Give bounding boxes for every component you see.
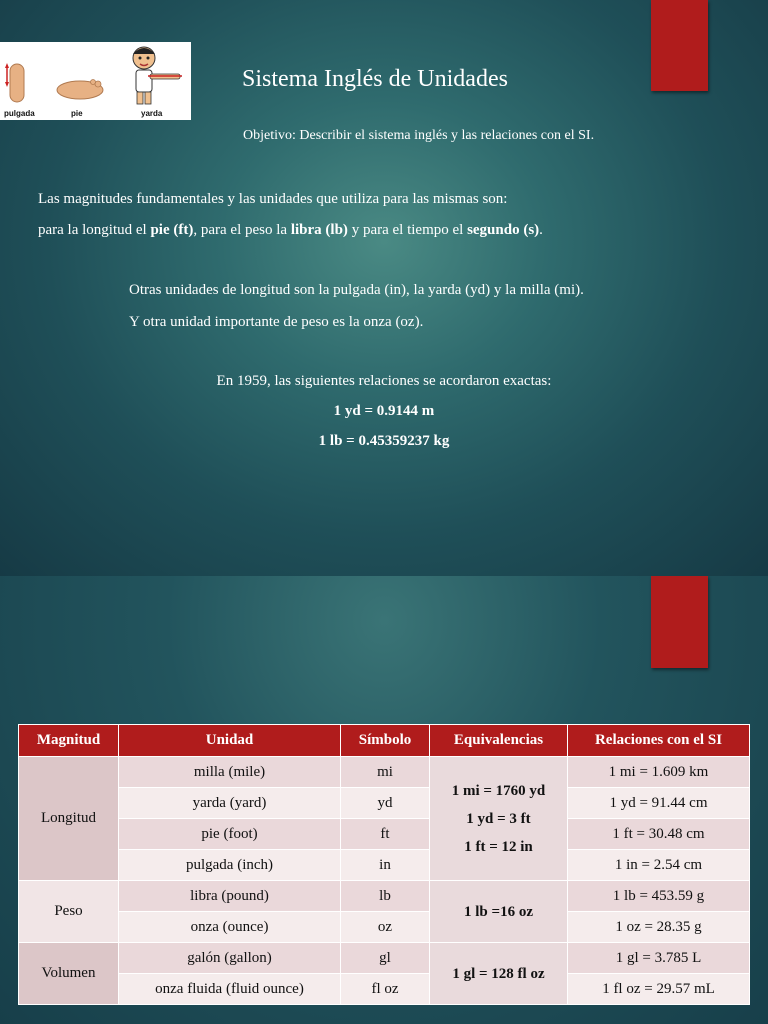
objective-text: Objetivo: Describir el sistema inglés y las relaciones con el SI. bbox=[243, 128, 595, 143]
symbol-cell: gl bbox=[341, 943, 430, 974]
header-equivalences: Equivalencias bbox=[430, 725, 568, 757]
relation-pound: 1 lb = 0.45359237 kg bbox=[318, 433, 450, 449]
foot-icon bbox=[54, 76, 106, 102]
si-cell: 1 yd = 91.44 cm bbox=[568, 788, 750, 819]
unit-pound: libra (lb) bbox=[290, 222, 348, 238]
symbol-cell: oz bbox=[341, 912, 430, 943]
header-magnitude: Magnitud bbox=[19, 725, 119, 757]
finger-icon bbox=[2, 56, 30, 106]
person-arm-icon bbox=[126, 44, 188, 108]
si-cell: 1 oz = 28.35 g bbox=[568, 912, 750, 943]
si-cell: 1 gl = 3.785 L bbox=[568, 943, 750, 974]
si-cell: 1 mi = 1.609 km bbox=[568, 757, 750, 788]
table-row bbox=[19, 974, 750, 1005]
table-row bbox=[19, 850, 750, 881]
symbol-cell: in bbox=[341, 850, 430, 881]
units-table bbox=[18, 724, 750, 1005]
symbol-cell: yd bbox=[341, 788, 430, 819]
unit-cell: galón (gallon) bbox=[119, 943, 341, 974]
table-row bbox=[19, 788, 750, 819]
unit-cell: onza (ounce) bbox=[119, 912, 341, 943]
yard-label: yarda bbox=[141, 109, 163, 118]
unit-cell: milla (mile) bbox=[119, 757, 341, 788]
unit-cell: yarda (yard) bbox=[119, 788, 341, 819]
header-symbol: Símbolo bbox=[341, 725, 430, 757]
ounce-line: Y otra unidad importante de peso es la onza (oz). bbox=[129, 314, 424, 330]
unit-cell: libra (pound) bbox=[119, 881, 341, 912]
table-row bbox=[19, 943, 750, 974]
fundamental-units-line: para la longitud el pie (ft), para el peso la libra (lb) y para el tiempo el segundo (s). bbox=[38, 222, 543, 238]
unit-cell: pulgada (inch) bbox=[119, 850, 341, 881]
symbol-cell: mi bbox=[341, 757, 430, 788]
accent-bar-top bbox=[651, 0, 708, 91]
si-cell: 1 lb = 453.59 g bbox=[568, 881, 750, 912]
agreement-line: En 1959, las siguientes relaciones se acordaron exactas: bbox=[216, 373, 552, 389]
magnitude-cell: Longitud bbox=[19, 757, 119, 881]
unit-second: segundo (s) bbox=[467, 222, 540, 238]
accent-bar-middle bbox=[651, 576, 708, 668]
table-header-row bbox=[19, 725, 750, 757]
si-cell: 1 ft = 30.48 cm bbox=[568, 819, 750, 850]
unit-foot: pie (ft) bbox=[150, 222, 194, 238]
symbol-cell: fl oz bbox=[341, 974, 430, 1005]
other-length-units-line: Otras unidades de longitud son la pulgada (in), la yarda (yd) y la milla (mi). bbox=[129, 282, 584, 298]
units-illustration bbox=[0, 42, 191, 120]
magnitude-cell: Volumen bbox=[19, 943, 119, 1005]
foot-label: pie bbox=[71, 109, 83, 118]
equivalences-cell: 1 mi = 1760 yd 1 yd = 3 ft 1 ft = 12 in bbox=[430, 757, 568, 881]
intro-line: Las magnitudes fundamentales y las unidades que utiliza para las mismas son: bbox=[38, 191, 508, 207]
table-row bbox=[19, 819, 750, 850]
symbol-cell: ft bbox=[341, 819, 430, 850]
relation-yard: 1 yd = 0.9144 m bbox=[333, 403, 435, 419]
si-cell: 1 in = 2.54 cm bbox=[568, 850, 750, 881]
table-row bbox=[19, 912, 750, 943]
table-row bbox=[19, 881, 750, 912]
table-row bbox=[19, 757, 750, 788]
header-si-relations: Relaciones con el SI bbox=[568, 725, 750, 757]
equivalences-cell: 1 lb =16 oz bbox=[430, 881, 568, 943]
unit-cell: onza fluida (fluid ounce) bbox=[119, 974, 341, 1005]
magnitude-cell: Peso bbox=[19, 881, 119, 943]
symbol-cell: lb bbox=[341, 881, 430, 912]
equivalences-cell: 1 gl = 128 fl oz bbox=[430, 943, 568, 1005]
inch-label: pulgada bbox=[4, 109, 35, 118]
header-unit: Unidad bbox=[119, 725, 341, 757]
unit-cell: pie (foot) bbox=[119, 819, 341, 850]
slide-table bbox=[0, 576, 768, 1024]
slide-title: Sistema Inglés de Unidades bbox=[242, 66, 508, 92]
si-cell: 1 fl oz = 29.57 mL bbox=[568, 974, 750, 1005]
